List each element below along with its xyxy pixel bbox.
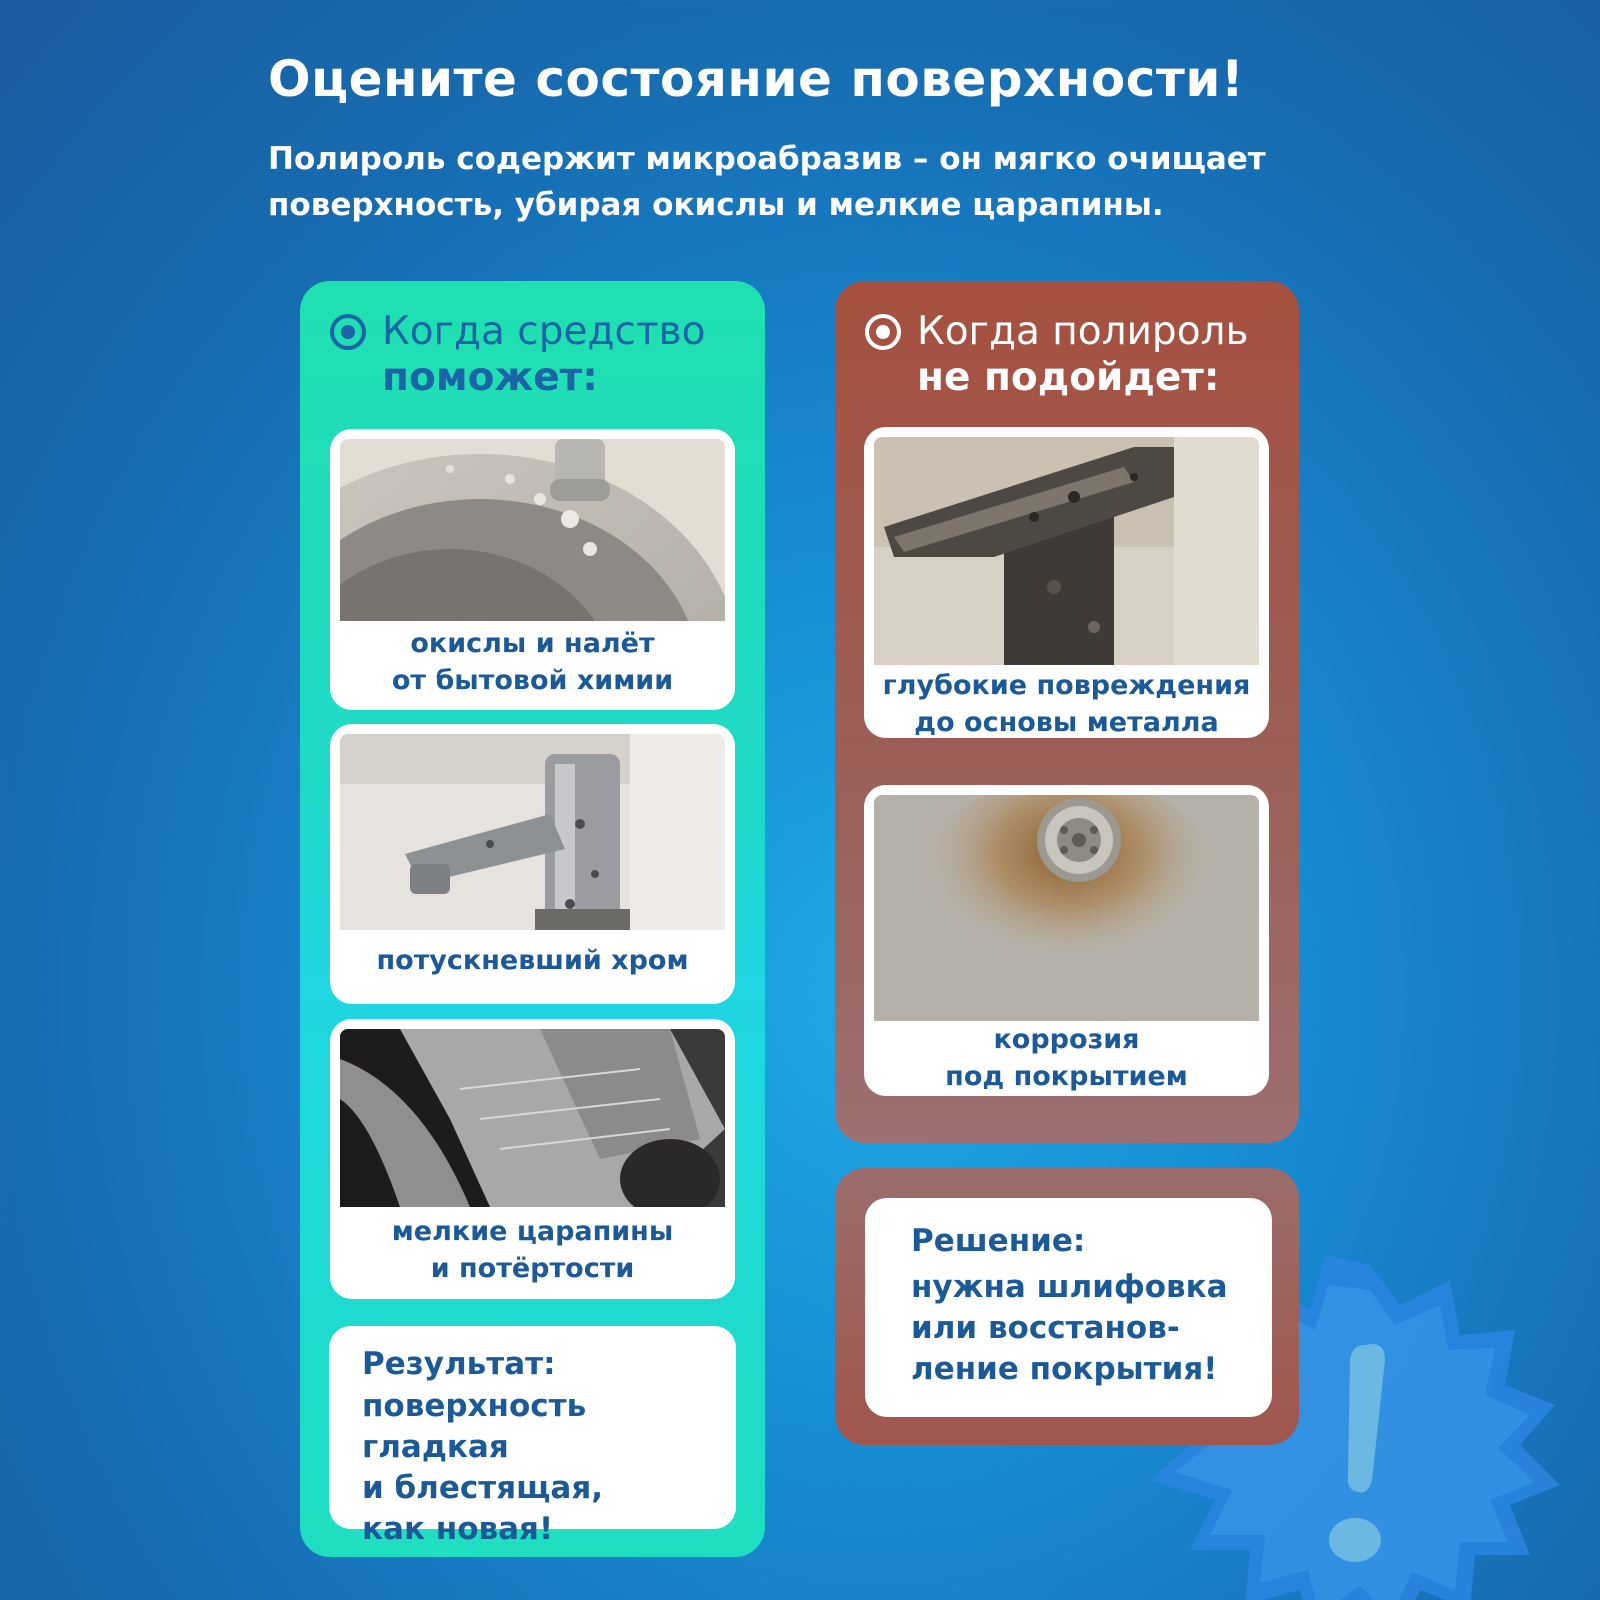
solution-line3: ление покрытия! [911, 1351, 1218, 1387]
card-oxides [330, 429, 735, 710]
card-corrosion-caption-1: коррозия [993, 1024, 1140, 1055]
good-heading-line1: Когда средство [382, 309, 706, 354]
result-note [329, 1326, 736, 1547]
good-heading-line2: поможет: [382, 355, 598, 400]
sink-oxides-photo [340, 439, 725, 621]
page-subtitle: Полироль содержит микроабразив – он мягко очищает поверхность, убирая окислы и мелкие царапины. [268, 141, 1266, 223]
good-column [300, 281, 765, 1557]
solution-line2: или восстанов- [911, 1310, 1180, 1346]
card-scratches-caption-1: мелкие царапины [391, 1216, 674, 1247]
card-chrome [330, 724, 735, 1004]
card-oxides-caption-1: окислы и налёт [410, 628, 655, 659]
solution-line1: нужна шлифовка [911, 1269, 1228, 1305]
card-corrosion-caption-2: под покрытием [945, 1061, 1188, 1092]
faucet-chrome-photo [340, 734, 725, 930]
result-line2: и блестящая, [362, 1470, 604, 1506]
bad-column-heading [865, 309, 1248, 401]
target-icon [330, 314, 366, 350]
solution-note [865, 1198, 1272, 1417]
card-scratches [330, 1019, 735, 1299]
wheel-scratches-photo [340, 1029, 725, 1207]
bad-column [835, 281, 1299, 1143]
result-title: Результат: [362, 1346, 556, 1382]
target-icon [865, 314, 901, 350]
card-deep-damage [864, 427, 1269, 738]
result-line3: как новая! [362, 1511, 554, 1547]
card-scratches-caption-2: и потёртости [430, 1253, 635, 1284]
solution-title: Решение: [911, 1223, 1086, 1259]
faucet-damage-photo [874, 437, 1259, 665]
card-deep-damage-caption-1: глубокие повреждения [882, 670, 1251, 701]
bad-heading-line1: Когда полироль [917, 309, 1249, 354]
result-line1: поверхность гладкая [362, 1388, 587, 1465]
good-column-heading [330, 309, 705, 401]
card-oxides-caption-2: от бытовой химии [391, 665, 674, 696]
card-corrosion [864, 785, 1269, 1096]
solution-panel [835, 1168, 1299, 1445]
bad-heading-line2: не подойдет: [917, 355, 1220, 400]
card-deep-damage-caption-2: до основы металла [914, 707, 1219, 738]
card-chrome-caption-1: потускневший хром [376, 945, 689, 976]
page-title: Оцените состояние поверхности! [268, 50, 1245, 108]
drain-corrosion-photo [874, 795, 1259, 1021]
